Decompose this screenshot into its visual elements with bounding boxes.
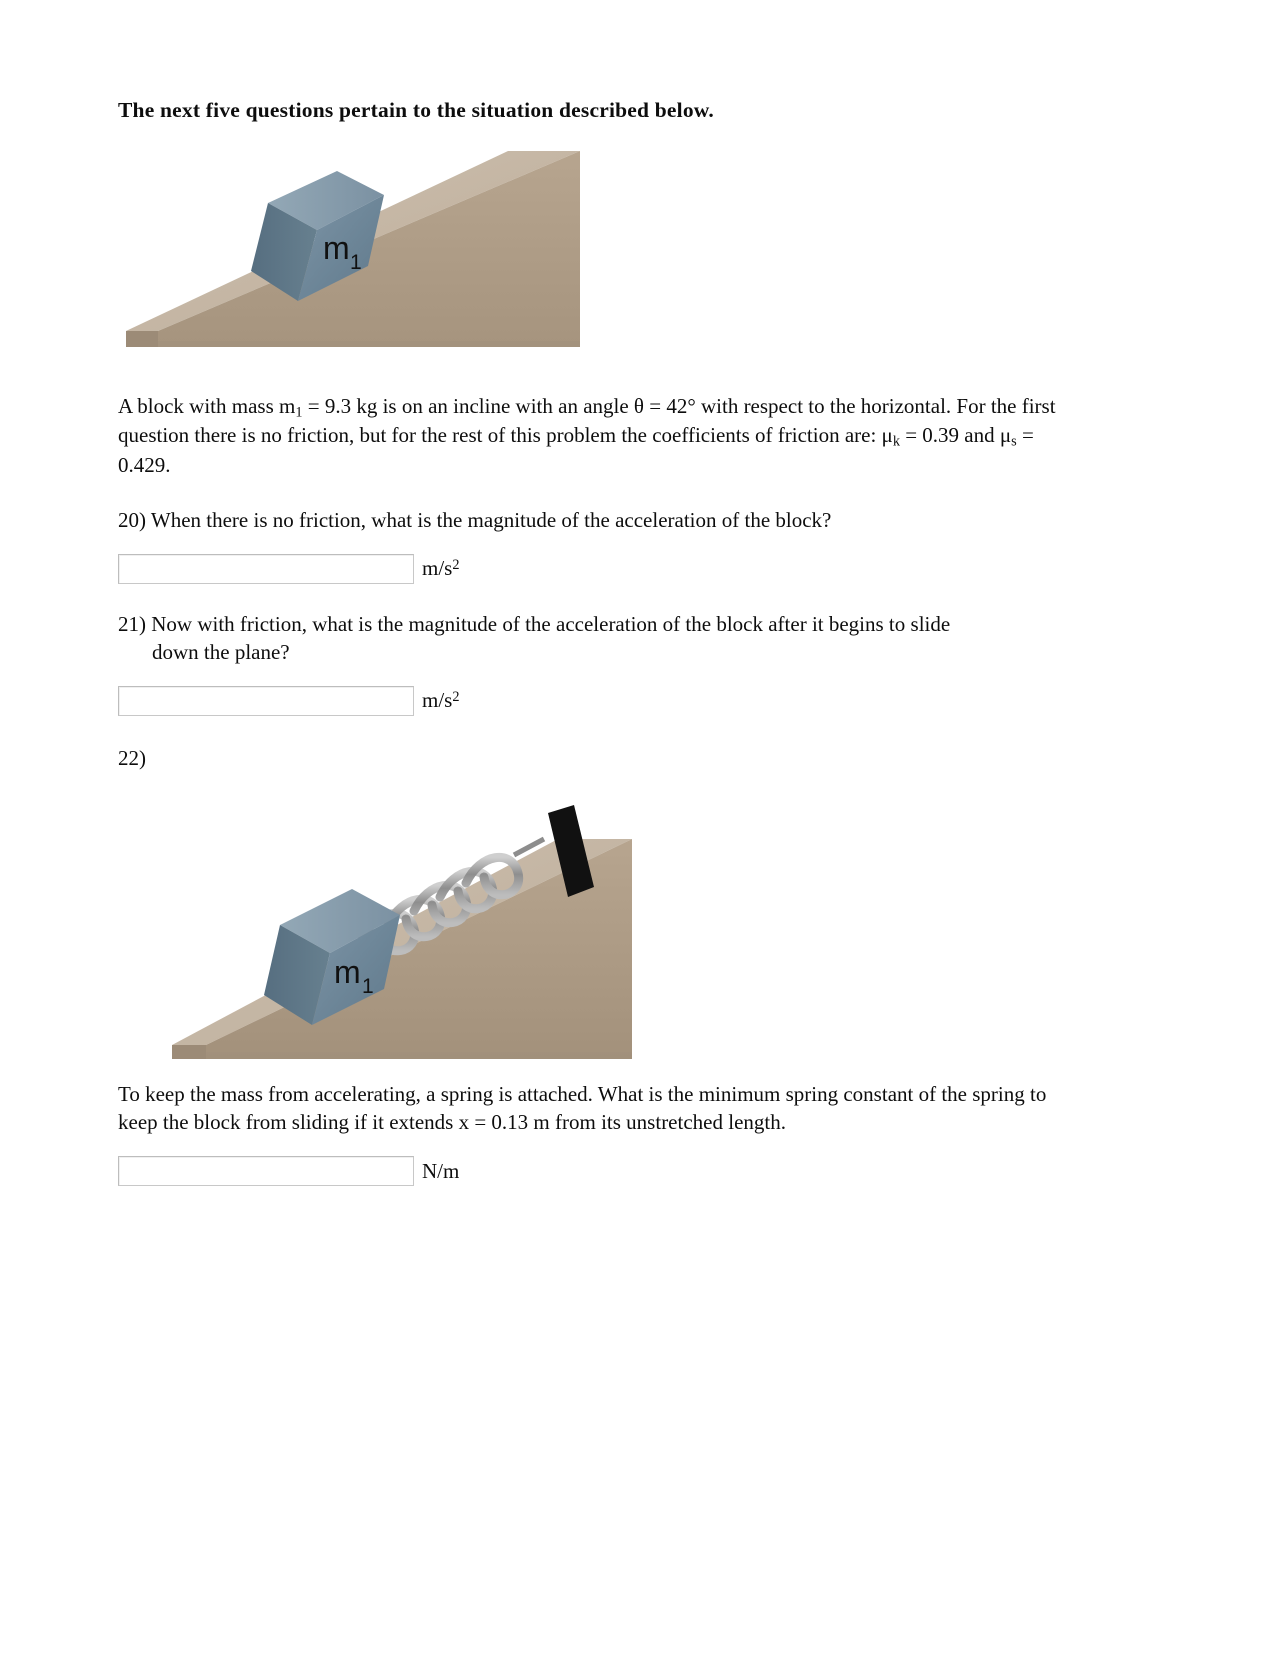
question-20-text xyxy=(118,506,1088,534)
question-22-unit xyxy=(422,1159,459,1184)
document-content xyxy=(118,98,1088,1186)
incline-diagram-2 xyxy=(162,777,782,1067)
question-21-unit-main: m/s xyxy=(422,688,453,713)
question-22-answer-input[interactable] xyxy=(118,1156,414,1186)
intro-sub-s: s xyxy=(1011,433,1017,450)
question-20-answer-input[interactable] xyxy=(118,554,414,584)
intro-text-c: = 0.39 and μ xyxy=(899,423,1012,448)
question-21-unit xyxy=(422,688,459,713)
question-21-answer-row xyxy=(118,686,1088,716)
question-20-unit-main: m/s xyxy=(422,556,453,581)
intro-text-d: = 0.429. xyxy=(118,423,1034,477)
question-21-body-line1: Now with friction, what is the magnitude of the acceleration of the block after it begins to slide xyxy=(151,611,951,636)
question-20-unit xyxy=(422,556,459,581)
question-21 xyxy=(118,610,1088,716)
question-21-unit-exp: 2 xyxy=(452,689,460,706)
ramp-bottom-shade-1 xyxy=(158,341,580,347)
question-20-answer-row xyxy=(118,554,1088,584)
question-21-text xyxy=(118,610,1088,666)
question-21-body-line2: down the plane? xyxy=(152,639,290,664)
intro-sub-k: k xyxy=(892,433,900,450)
block-label-sub-2: 1 xyxy=(362,974,374,998)
question-22-text: To keep the mass from accelerating, a spring is attached. What is the minimum spring constant of the spring to keep the block from sliding if it extends x = 0.13 m from its unstretched length. xyxy=(118,1081,1047,1134)
question-20 xyxy=(118,506,1088,584)
question-21-number: 21) xyxy=(118,611,146,636)
block-label-sub-1: 1 xyxy=(350,251,362,274)
block-label-m-2: m xyxy=(334,953,361,990)
question-20-number: 20) xyxy=(118,507,146,532)
question-21-answer-input[interactable] xyxy=(118,686,414,716)
ramp-left-edge-2 xyxy=(172,1045,206,1059)
question-20-unit-exp: 2 xyxy=(452,557,460,574)
ramp-bottom-shade-2 xyxy=(206,1052,632,1059)
ramp-left-edge-1 xyxy=(126,331,158,347)
question-22-number: 22) xyxy=(118,745,146,770)
page-title: The next five questions pertain to the situation described below. xyxy=(118,98,714,122)
question-22-answer-row xyxy=(118,1156,1088,1186)
intro-sub-1: 1 xyxy=(295,404,303,421)
intro-text-a: A block with mass m xyxy=(118,394,296,418)
question-22-unit-main: N/m xyxy=(422,1158,460,1183)
problem-statement xyxy=(118,393,1088,480)
intro-text-b: = 9.3 kg is on an incline with an angle θ = 42° with respect to the horizontal. For the first question there is no friction, but for the rest of this problem the coefficients of friction are: μ xyxy=(118,394,1056,448)
question-20-body: When there is no friction, what is the magnitude of the acceleration of the block? xyxy=(150,507,832,532)
figure-block-spring-incline xyxy=(162,777,782,1067)
figure-block-on-incline xyxy=(118,135,678,375)
incline-diagram-1 xyxy=(118,135,678,375)
block-label-m-1: m xyxy=(323,230,350,266)
